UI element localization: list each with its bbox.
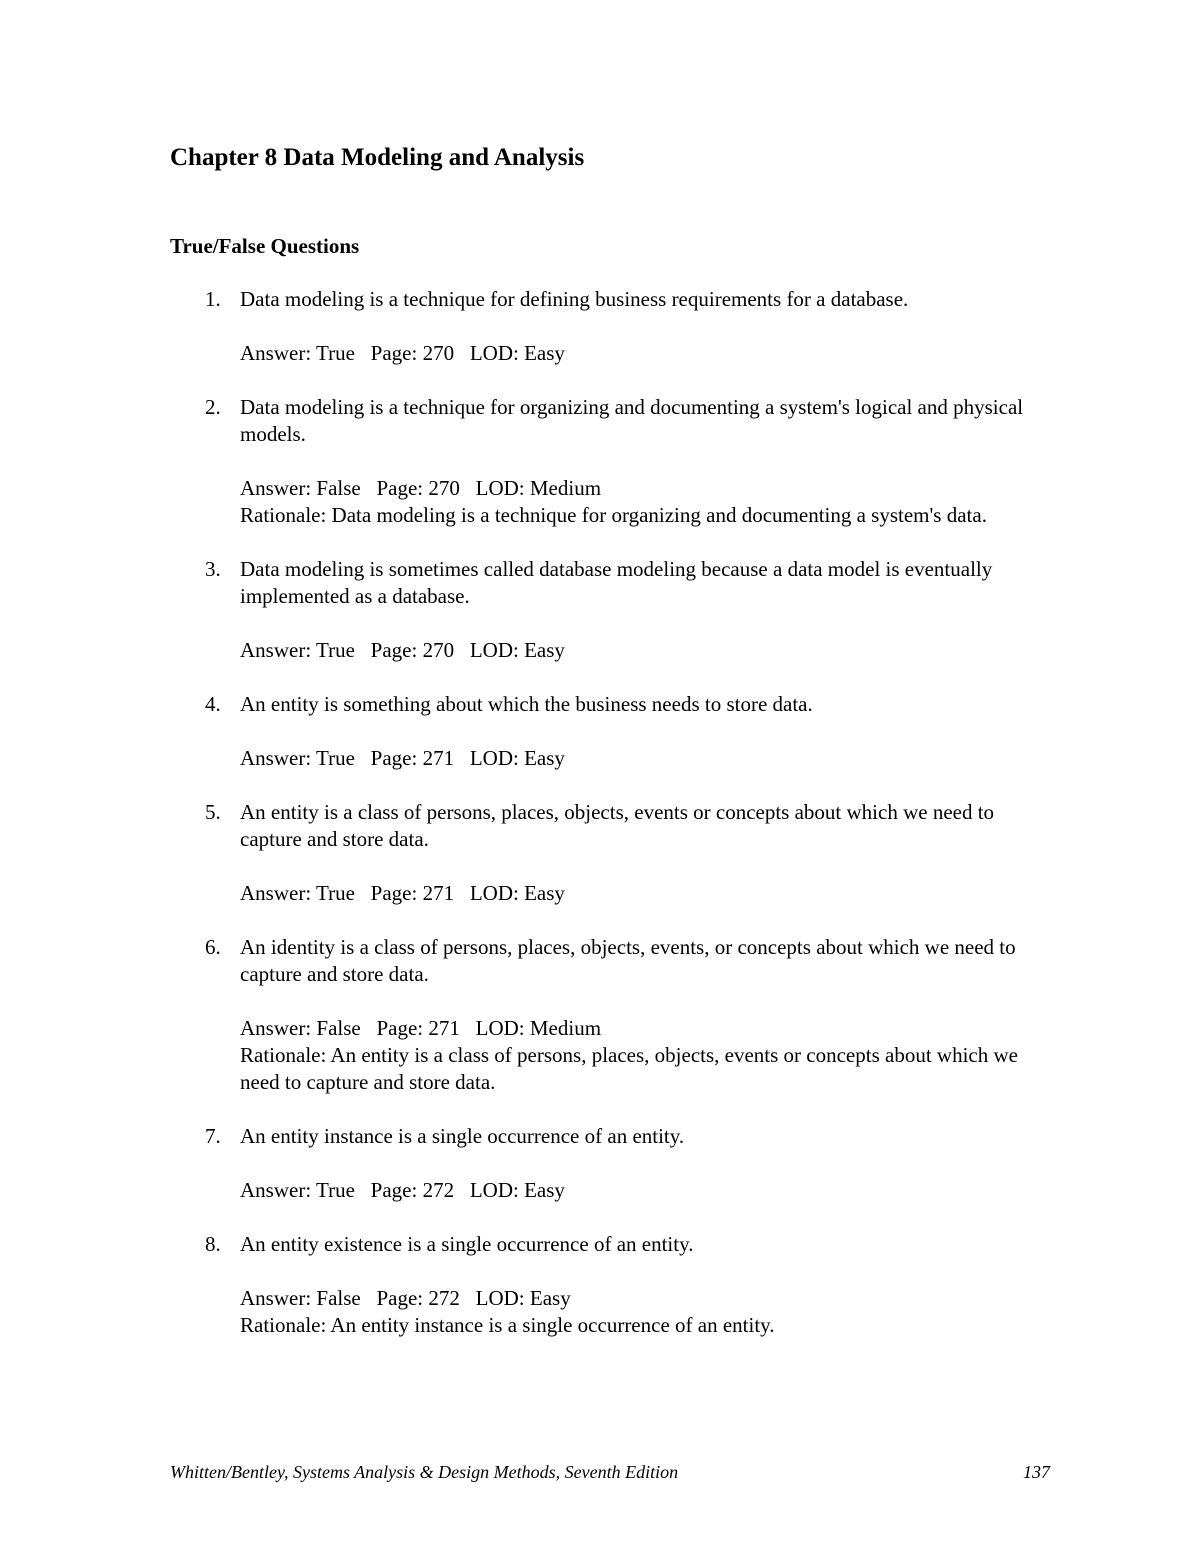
- question-text: An entity existence is a single occurrence of an entity.: [240, 1232, 694, 1256]
- question-item: [170, 799, 1050, 907]
- question-number: 7.: [205, 1124, 221, 1148]
- answer-line: Answer: True Page: 271 LOD: Easy: [240, 746, 565, 770]
- question-text: An entity is a class of persons, places, objects, events or concepts about which we need to capture and store data.: [240, 800, 995, 851]
- answer-line: Answer: True Page: 271 LOD: Easy: [240, 881, 565, 905]
- question-number: 5.: [205, 800, 221, 824]
- answer-line: Answer: True Page: 270 LOD: Easy: [240, 638, 565, 662]
- question-number: 3.: [205, 557, 221, 581]
- chapter-title: Chapter 8 Data Modeling and Analysis: [170, 144, 585, 171]
- rationale-text: Rationale: Data modeling is a technique for organizing and documenting a system's data.: [240, 503, 987, 527]
- footer-page-number: 137: [1023, 1462, 1050, 1482]
- answer-line: Answer: True Page: 270 LOD: Easy: [240, 341, 565, 365]
- question-item: [170, 934, 1050, 1096]
- question-text: Data modeling is a technique for organizing and documenting a system's logical and physical models.: [240, 395, 1024, 446]
- question-number: 2.: [205, 395, 221, 419]
- question-item: [170, 556, 1050, 664]
- question-text: An entity instance is a single occurrence of an entity.: [240, 1124, 685, 1148]
- section-title: True/False Questions: [170, 234, 360, 258]
- question-text: Data modeling is sometimes called database modeling because a data model is eventually implemented as a database.: [240, 557, 993, 608]
- question-number: 8.: [205, 1232, 221, 1256]
- question-list: [170, 286, 1050, 1366]
- question-item: [170, 1123, 1050, 1204]
- question-text: An identity is a class of persons, places, objects, events, or concepts about which we need to capture and store data.: [240, 935, 1016, 986]
- rationale-text: Rationale: An entity instance is a single occurrence of an entity.: [240, 1313, 775, 1337]
- question-item: [170, 691, 1050, 772]
- rationale-text: Rationale: An entity is a class of persons, places, objects, events or concepts about which we need to capture and store data.: [240, 1043, 1018, 1094]
- question-item: [170, 394, 1050, 529]
- question-item: [170, 286, 1050, 367]
- footer-source: Whitten/Bentley, Systems Analysis & Design Methods, Seventh Edition: [170, 1462, 679, 1482]
- question-text: An entity is something about which the business needs to store data.: [240, 692, 813, 716]
- question-number: 4.: [205, 692, 221, 716]
- answer-line: Answer: False Page: 271 LOD: Medium: [240, 1016, 602, 1040]
- question-number: 6.: [205, 935, 221, 959]
- question-item: [170, 1231, 1050, 1339]
- question-text: Data modeling is a technique for defining business requirements for a database.: [240, 287, 909, 311]
- answer-line: Answer: False Page: 272 LOD: Easy: [240, 1286, 571, 1310]
- answer-line: Answer: False Page: 270 LOD: Medium: [240, 476, 602, 500]
- question-number: 1.: [205, 287, 221, 311]
- answer-line: Answer: True Page: 272 LOD: Easy: [240, 1178, 565, 1202]
